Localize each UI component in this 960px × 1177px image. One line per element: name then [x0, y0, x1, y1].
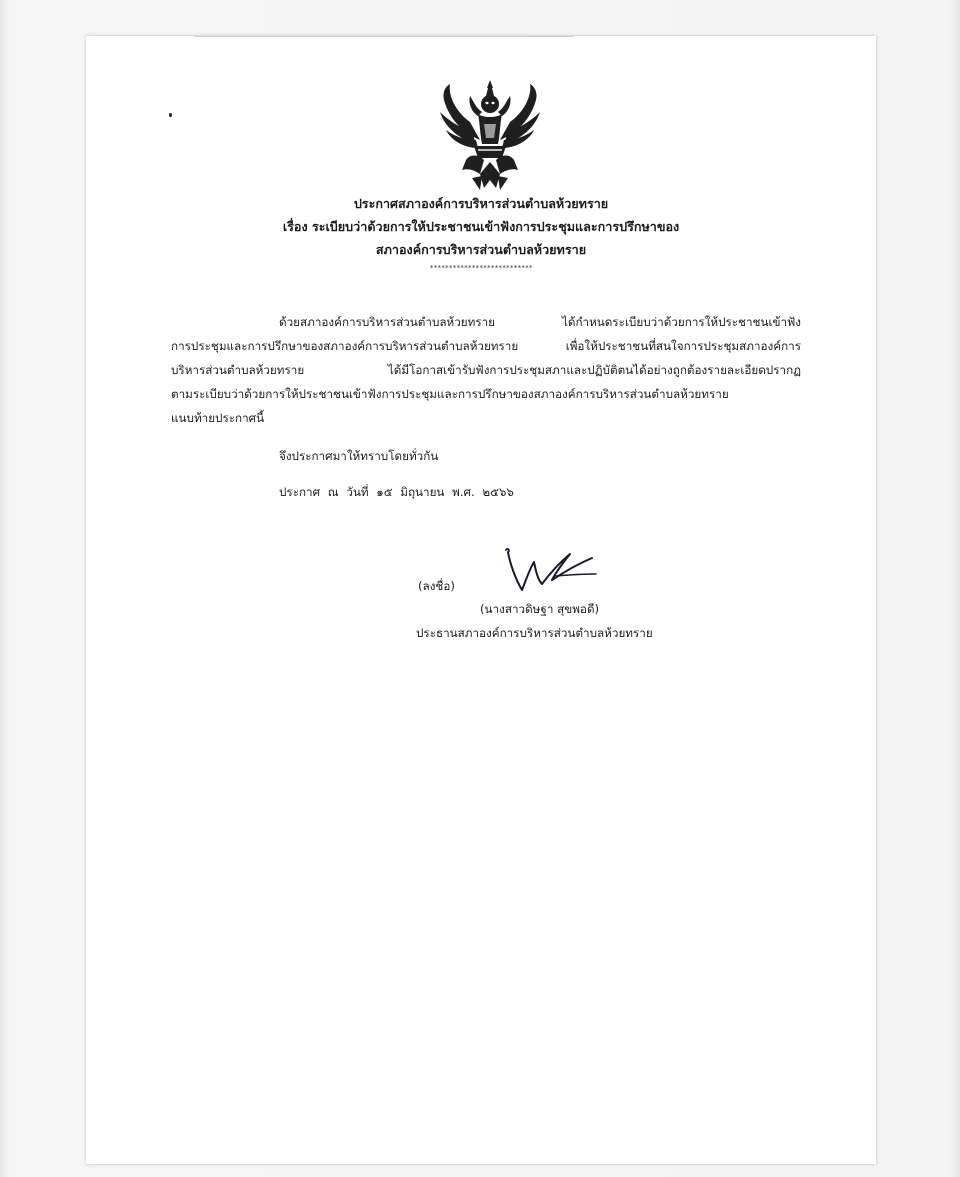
body-line: บริหารส่วนตำบลห้วยทราย ได้มีโอกาสเข้ารับฟังการประชุมสภาและปฏิบัติตนได้อย่างถูกต้องรายละเอียดปรากฏ	[171, 363, 801, 377]
signer-position: ประธานสภาองค์การบริหารส่วนตำบลห้วยทราย	[416, 626, 653, 640]
document-page	[86, 36, 876, 1164]
garuda-emblem-icon	[436, 78, 544, 196]
signature-icon	[500, 540, 600, 596]
body-line: ตามระเบียบว่าด้วยการให้ประชาชนเข้าฟังการประชุมและการปรึกษาของสภาองค์การบริหารส่วนตำบลห้วยทราย	[171, 387, 729, 401]
document-title: ประกาศสภาองค์การบริหารส่วนตำบลห้วยทราย	[353, 196, 609, 211]
document-subject-continued: สภาองค์การบริหารส่วนตำบลห้วยทราย	[375, 242, 587, 257]
body-line: แนบท้ายประกาศนี้	[171, 411, 265, 425]
signature-label: (ลงชื่อ)	[418, 579, 455, 593]
document-subject: เรื่อง ระเบียบว่าด้วยการให้ประชาชนเข้าฟังการประชุมและการปรึกษาของ	[282, 219, 680, 234]
separator-line: ***************************	[429, 264, 533, 272]
signer-name: (นางสาวดิษฐา สุขพอดี)	[480, 602, 600, 616]
body-line: ด้วยสภาองค์การบริหารส่วนตำบลห้วยทราย ได้กำหนดระเบียบว่าด้วยการให้ประชาชนเข้าฟัง	[279, 315, 801, 329]
dust-speck	[169, 113, 172, 117]
body-line: การประชุมและการปรึกษาของสภาองค์การบริหารส่วนตำบลห้วยทราย เพื่อให้ประชาชนที่สนใจการประชุมสภาองค์การ	[171, 339, 801, 353]
announcement-date: ประกาศ ณ วันที่ ๑๕ มิถุนายน พ.ศ. ๒๕๖๖	[279, 485, 514, 499]
closing-statement: จึงประกาศมาให้ทราบโดยทั่วกัน	[279, 449, 439, 463]
